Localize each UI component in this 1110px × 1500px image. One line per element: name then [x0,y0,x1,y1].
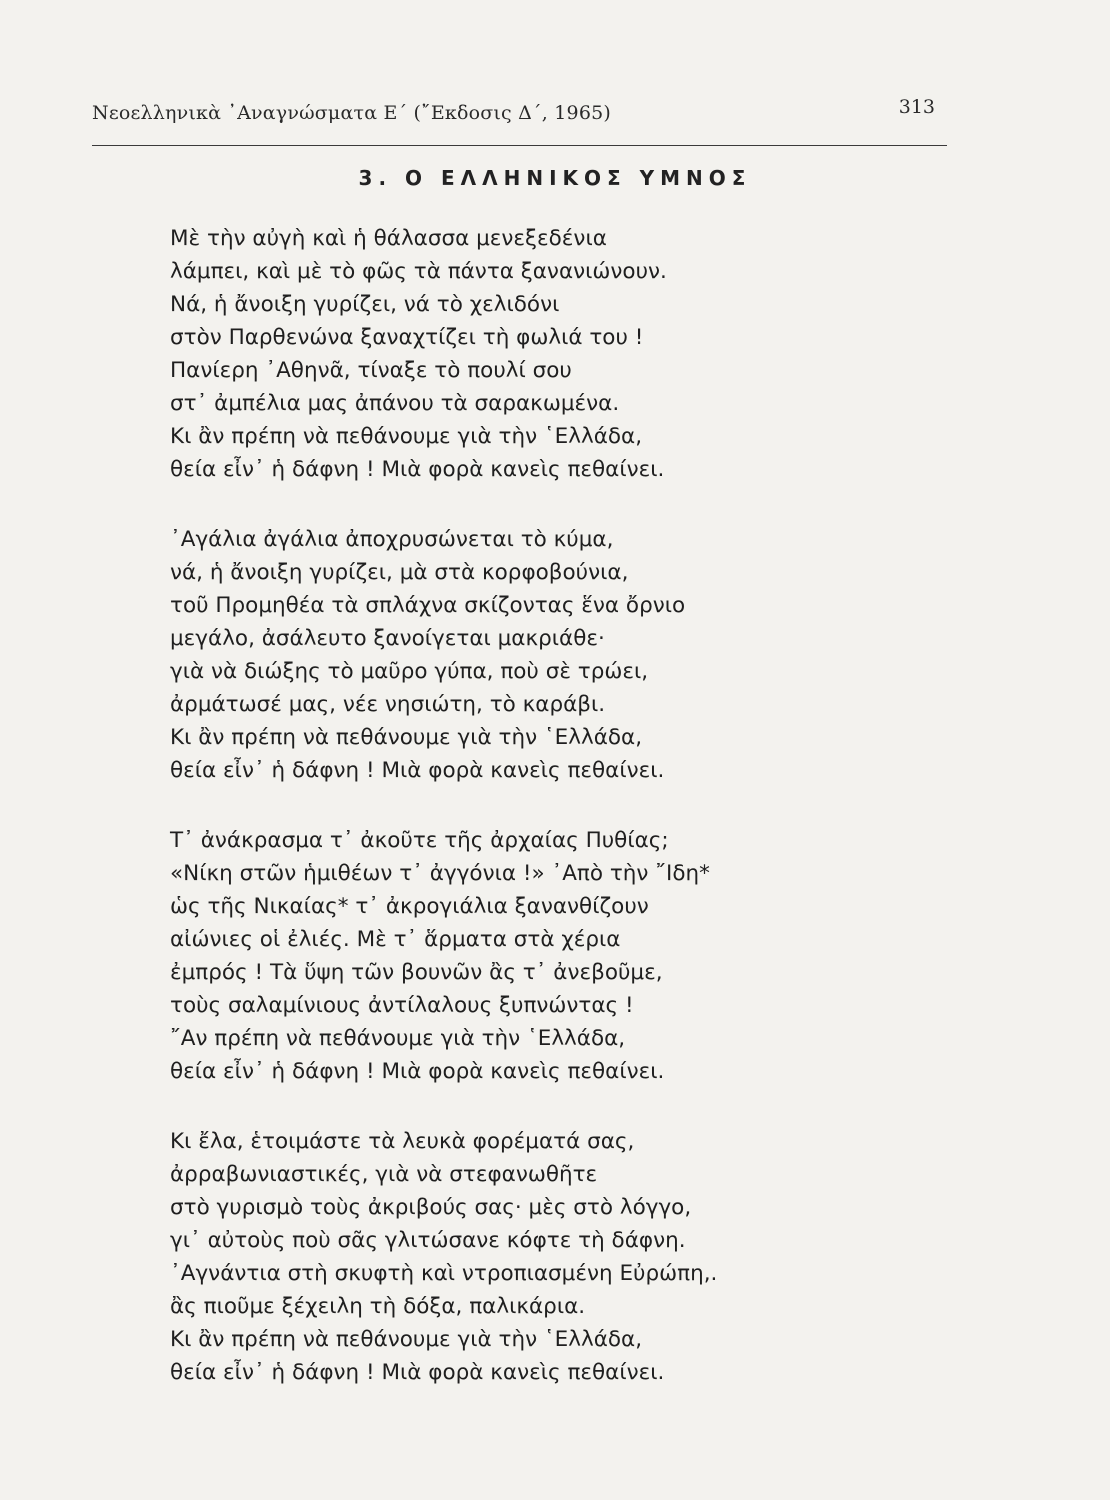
header-rule [92,145,947,146]
poem-line: Κι ἂν πρέπη νὰ πεθάνουμε γιὰ τὴν ῾Ελλάδα, [170,424,643,449]
poem-line: Κι ἔλα, ἑτοιμάστε τὰ λευκὰ φορέματά σας, [170,1129,635,1154]
poem-line: Μὲ τὴν αὐγὴ καὶ ἡ θάλασσα μενεξεδένια [170,226,607,251]
poem-line: ῎Αν πρέπη νὰ πεθάνουμε γιὰ τὴν ῾Ελλάδα, [170,1026,626,1051]
poem-line: στὸ γυρισμὸ τοὺς ἀκριβούς σας· μὲς στὸ λόγγο, [170,1195,692,1220]
poem-line: Πανίερη ᾿Αθηνᾶ, τίναξε τὸ πουλί σου [170,358,572,383]
header-title: Νεοελληνικὰ ᾿Αναγνώσματα Ε΄ (῎Εκδοσις Δ΄, 1965) [92,102,612,124]
poem-line: ὡς τῆς Νικαίας* τ᾿ ἀκρογιάλια ξανανθίζουν [170,894,649,919]
stanza-2 [170,523,970,787]
stanza-3 [170,824,970,1088]
poem-line: στ᾿ ἀμπέλια μας ἀπάνου τὰ σαρακωμένα. [170,391,620,416]
stanza-1 [170,222,970,486]
poem-line: «Νίκη στῶν ἡμιθέων τ᾿ ἀγγόνια !» ᾿Απὸ τὴν ῎Ιδη* [170,861,710,886]
poem-line: Κι ἂν πρέπη νὰ πεθάνουμε γιὰ τὴν ῾Ελλάδα, [170,1327,643,1352]
poem-line: ᾿Αγάλια ἀγάλια ἀποχρυσώνεται τὸ κύμα, [170,527,614,552]
poem-line: ἀρραβωνιαστικές, γιὰ νὰ στεφανωθῆτε [170,1162,598,1187]
poem-line: Νά, ἡ ἄνοιξη γυρίζει, νά τὸ χελιδόνι [170,292,560,317]
poem-line: Κι ἂν πρέπη νὰ πεθάνουμε γιὰ τὴν ῾Ελλάδα, [170,725,643,750]
poem-line: αἰώνιες οἱ ἐλιές. Μὲ τ᾿ ἅρματα στὰ χέρια [170,927,621,952]
poem-line: γιὰ νὰ διώξης τὸ μαῦρο γύπα, ποὺ σὲ τρώει, [170,659,649,684]
poem-line: Τ᾿ ἀνάκρασμα τ᾿ ἀκοῦτε τῆς ἀρχαίας Πυθίας; [170,828,669,853]
poem-line: ἐμπρός ! Τὰ ὕψη τῶν βουνῶν ἂς τ᾿ ἀνεβοῦμε, [170,960,663,985]
poem-line: θεία εἶν᾿ ἡ δάφνη ! Μιὰ φορὰ κανεὶς πεθαίνει. [170,1059,665,1084]
poem-line: τοὺς σαλαμίνιους ἀντίλαλους ξυπνώντας ! [170,993,634,1018]
poem-line: μεγάλο, ἀσάλευτο ξανοίγεται μακριάθε· [170,626,605,651]
poem-line: ἂς πιοῦμε ξέχειλη τὴ δόξα, παλικάρια. [170,1294,586,1319]
poem-line: θεία εἶν᾿ ἡ δάφνη ! Μιὰ φορὰ κανεὶς πεθαίνει. [170,1360,665,1385]
poem-line: ᾿Αγνάντια στὴ σκυφτὴ καὶ ντροπιασμένη Εὐρώπη,. [170,1261,718,1286]
poem-line: νά, ἡ ἄνοιξη γυρίζει, μὰ στὰ κορφοβούνια, [170,560,629,585]
stanza-4 [170,1125,970,1389]
page-number: 313 [898,96,935,118]
poem-title: 3. Ο ΕΛΛΗΝΙΚΟΣ ΥΜΝΟΣ [358,166,752,190]
poem-line: θεία εἶν᾿ ἡ δάφνη ! Μιὰ φορὰ κανεὶς πεθαίνει. [170,457,665,482]
poem-line: λάμπει, καὶ μὲ τὸ φῶς τὰ πάντα ξανανιώνουν. [170,259,667,284]
running-header [92,96,947,136]
poem-line: στὸν Παρθενώνα ξαναχτίζει τὴ φωλιά του ! [170,325,644,350]
poem-line: γι᾿ αὐτοὺς ποὺ σᾶς γλιτώσανε κόφτε τὴ δάφνη. [170,1228,686,1253]
poem-line: τοῦ Προμηθέα τὰ σπλάχνα σκίζοντας ἕνα ὄρνιο [170,593,686,618]
poem-line: θεία εἶν᾿ ἡ δάφνη ! Μιὰ φορὰ κανεὶς πεθαίνει. [170,758,665,783]
poem-line: ἀρμάτωσέ μας, νέε νησιώτη, τὸ καράβι. [170,692,606,717]
poem-body [170,222,970,1426]
